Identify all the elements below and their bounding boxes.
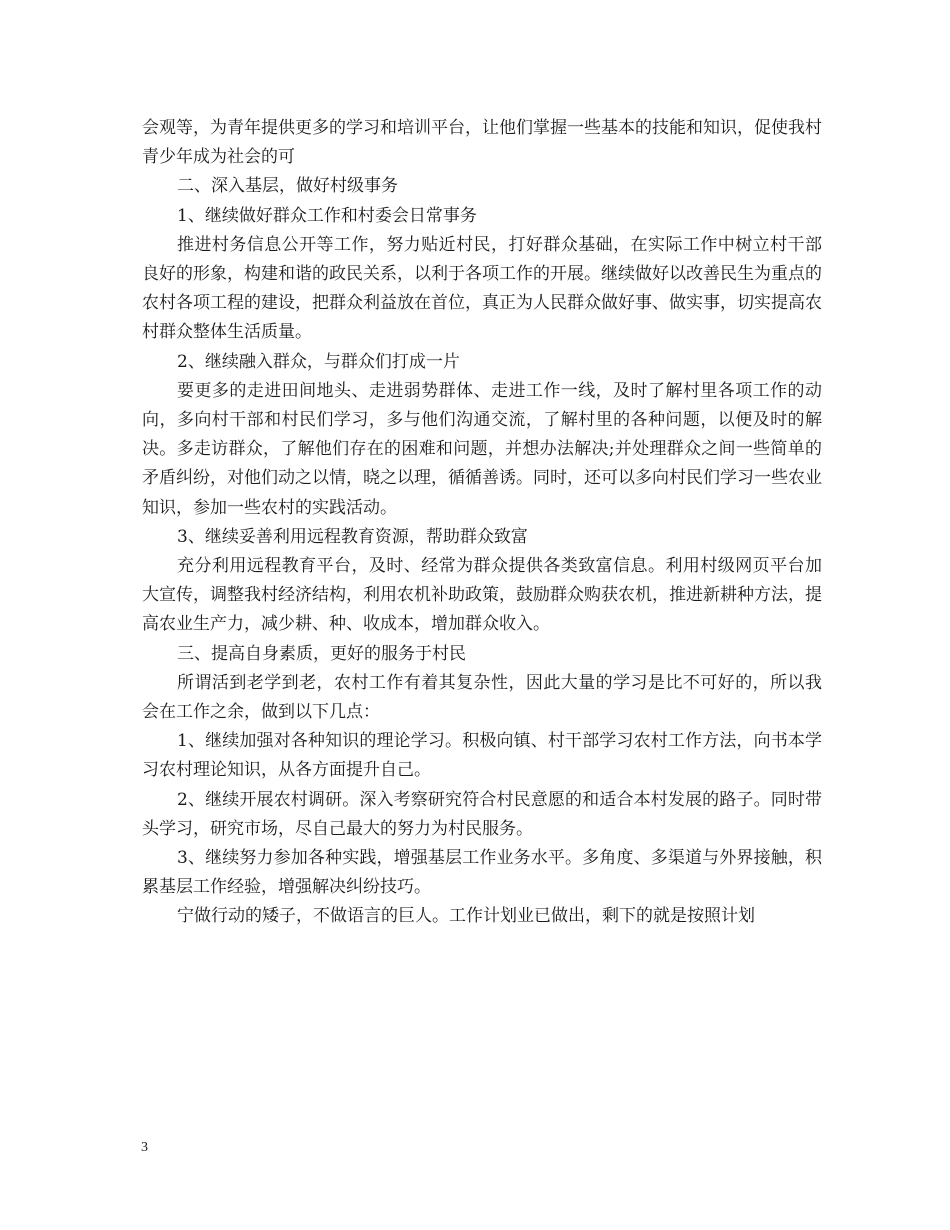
paragraph: 2、继续融入群众，与群众们打成一片 (177, 351, 460, 372)
paragraph: 三、提高自身素质，更好的服务于村民 (177, 643, 466, 664)
paragraph: 要更多的走进田间地头、走进弱势群体、走进工作一线，及时了解村里各项工作的动向，多向村干部和村民们学习，多与他们沟通交流，了解村里的各种问题，以便及时的解决。多走访群众，了解他们存在的困难和问题，并想办法解决;并处理群众之间一些简单的矛盾纠纷，对他们动之以情，晓之以理，循循善诱。同时，还可以多向村民们学习一些农业知识，参加一些农村的实践活动。 (142, 380, 822, 518)
paragraph: 充分利用远程教育平台，及时、经常为群众提供各类致富信息。利用村级网页平台加大宣传，调整我村经济结构，利用农机补助政策，鼓励群众购获农机，推进新耕种方法，提高农业生产力，减少耕、种、收成本，增加群众收入。 (142, 556, 822, 635)
paragraph: 所谓活到老学到老，农村工作有着其复杂性，因此大量的学习是比不可好的，所以我会在工作之余，做到以下几点： (142, 672, 822, 723)
paragraph: 宁做行动的矮子，不做语言的巨人。工作计划业已做出，剩下的就是按照计划 (177, 906, 755, 927)
paragraph: 会观等，为青年提供更多的学习和培训平台，让他们掌握一些基本的技能和知识，促使我村青少年成为社会的可 (142, 118, 822, 168)
paragraph: 1、继续加强对各种知识的理论学习。积极向镇、村干部学习农村工作方法，向书本学习农村理论知识，从各方面提升自己。 (142, 731, 822, 781)
paragraph: 3、继续妥善利用远程教育资源，帮助群众致富 (177, 526, 528, 547)
paragraph: 2、继续开展农村调研。深入考察研究符合村民意愿的和适合本村发展的路子。同时带头学习，研究市场，尽自己最大的努力为村民服务。 (142, 789, 822, 839)
page-number: 3 (141, 1140, 148, 1155)
paragraph: 1、继续做好群众工作和村委会日常事务 (177, 205, 477, 226)
paragraph: 推进村务信息公开等工作，努力贴近村民，打好群众基础，在实际工作中树立村干部良好的形象，构建和谐的政民关系，以利于各项工作的开展。继续做好以改善民生为重点的农村各项工程的建设，把群众利益放在首位，真正为人民群众做好事、做实事，切实提高农村群众整体生活质量。 (142, 234, 822, 343)
paragraph: 二、深入基层，做好村级事务 (177, 176, 398, 197)
paragraph: 3、继续努力参加各种实践，增强基层工作业务水平。多角度、多渠道与外界接触，积累基层工作经验，增强解决纠纷技巧。 (142, 848, 822, 898)
document-body (142, 114, 822, 932)
